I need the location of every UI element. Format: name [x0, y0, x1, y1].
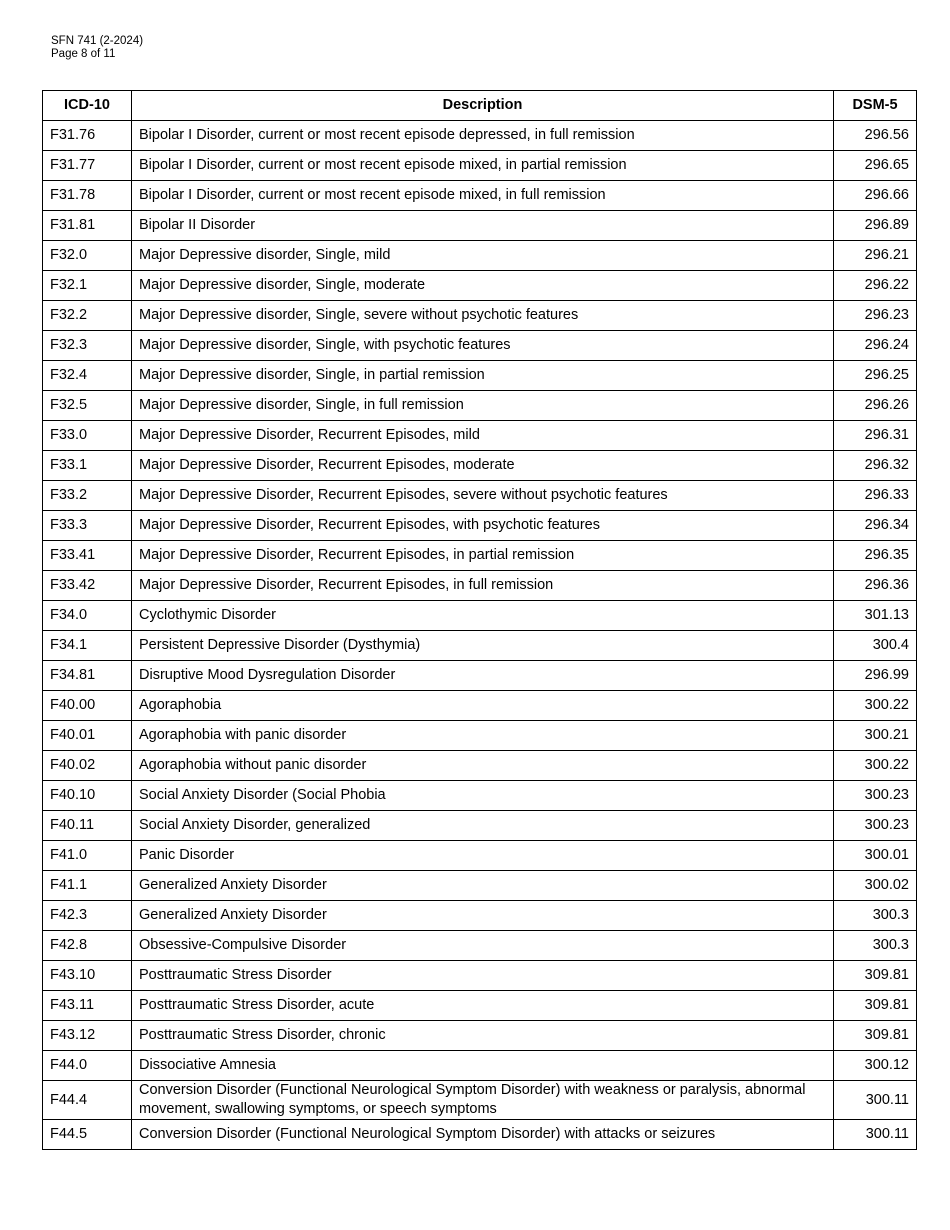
icd10-code-cell: F43.11	[43, 991, 132, 1021]
table-row	[43, 511, 917, 541]
dsm5-code-cell: 296.32	[834, 451, 917, 481]
form-number: SFN 741 (2-2024)	[51, 35, 144, 47]
description-cell: Conversion Disorder (Functional Neurological Symptom Disorder) with attacks or seizures	[132, 1120, 834, 1150]
description-cell: Conversion Disorder (Functional Neurological Symptom Disorder) with weakness or paralysis, abnormal movement, swallowing symptoms, or speech symptoms	[132, 1081, 834, 1120]
dsm5-code-cell: 296.65	[834, 151, 917, 181]
dsm5-code-cell: 300.4	[834, 631, 917, 661]
description-cell: Cyclothymic Disorder	[132, 601, 834, 631]
table-row	[43, 601, 917, 631]
dsm5-code-cell: 309.81	[834, 1021, 917, 1051]
diagnosis-code-table	[42, 90, 917, 1150]
description-cell: Generalized Anxiety Disorder	[132, 901, 834, 931]
table-row	[43, 931, 917, 961]
table-row	[43, 781, 917, 811]
icd10-code-cell: F31.78	[43, 181, 132, 211]
description-cell: Agoraphobia with panic disorder	[132, 721, 834, 751]
table-row	[43, 721, 917, 751]
table-body	[43, 121, 917, 1150]
dsm5-code-cell: 296.26	[834, 391, 917, 421]
dsm5-code-cell: 300.12	[834, 1051, 917, 1081]
description-cell: Agoraphobia without panic disorder	[132, 751, 834, 781]
dsm5-code-cell: 300.23	[834, 811, 917, 841]
dsm5-code-cell: 309.81	[834, 961, 917, 991]
description-cell: Persistent Depressive Disorder (Dysthymia)	[132, 631, 834, 661]
description-cell: Panic Disorder	[132, 841, 834, 871]
icd10-code-cell: F32.1	[43, 271, 132, 301]
dsm5-code-cell: 296.89	[834, 211, 917, 241]
dsm5-code-cell: 296.33	[834, 481, 917, 511]
icd10-code-cell: F33.41	[43, 541, 132, 571]
icd10-code-cell: F34.81	[43, 661, 132, 691]
table-row	[43, 901, 917, 931]
description-cell: Social Anxiety Disorder, generalized	[132, 811, 834, 841]
table-row	[43, 361, 917, 391]
description-cell: Posttraumatic Stress Disorder, chronic	[132, 1021, 834, 1051]
icd10-code-cell: F33.3	[43, 511, 132, 541]
table-row	[43, 871, 917, 901]
page-number: Page 8 of 11	[51, 48, 116, 60]
dsm5-code-cell: 296.66	[834, 181, 917, 211]
dsm5-code-cell: 309.81	[834, 991, 917, 1021]
icd10-code-cell: F44.4	[43, 1081, 132, 1120]
table-row	[43, 661, 917, 691]
dsm5-code-cell: 296.99	[834, 661, 917, 691]
description-cell: Major Depressive disorder, Single, with psychotic features	[132, 331, 834, 361]
description-cell: Major Depressive Disorder, Recurrent Episodes, mild	[132, 421, 834, 451]
dsm5-code-cell: 296.25	[834, 361, 917, 391]
icd10-code-cell: F42.8	[43, 931, 132, 961]
table-row	[43, 961, 917, 991]
icd10-code-cell: F33.2	[43, 481, 132, 511]
table-row	[43, 751, 917, 781]
table-row	[43, 1120, 917, 1150]
icd10-code-cell: F40.00	[43, 691, 132, 721]
table-row	[43, 541, 917, 571]
table-row	[43, 391, 917, 421]
icd10-code-cell: F34.1	[43, 631, 132, 661]
dsm5-code-cell: 296.35	[834, 541, 917, 571]
icd10-code-cell: F31.81	[43, 211, 132, 241]
dsm5-code-cell: 296.31	[834, 421, 917, 451]
icd10-code-cell: F32.0	[43, 241, 132, 271]
description-cell: Generalized Anxiety Disorder	[132, 871, 834, 901]
description-cell: Posttraumatic Stress Disorder, acute	[132, 991, 834, 1021]
table-row	[43, 211, 917, 241]
dsm5-code-cell: 301.13	[834, 601, 917, 631]
icd10-code-cell: F31.76	[43, 121, 132, 151]
table-header	[43, 91, 917, 121]
icd10-code-cell: F33.42	[43, 571, 132, 601]
header-row	[43, 91, 917, 121]
description-cell: Major Depressive Disorder, Recurrent Episodes, in partial remission	[132, 541, 834, 571]
table-row	[43, 691, 917, 721]
icd10-code-cell: F40.01	[43, 721, 132, 751]
dsm5-code-cell: 300.22	[834, 691, 917, 721]
description-cell: Social Anxiety Disorder (Social Phobia	[132, 781, 834, 811]
icd10-code-cell: F32.2	[43, 301, 132, 331]
table-row	[43, 631, 917, 661]
icd10-code-cell: F43.10	[43, 961, 132, 991]
description-cell: Bipolar I Disorder, current or most recent episode depressed, in full remission	[132, 121, 834, 151]
description-cell: Major Depressive Disorder, Recurrent Episodes, with psychotic features	[132, 511, 834, 541]
icd10-code-cell: F33.0	[43, 421, 132, 451]
dsm5-code-cell: 300.02	[834, 871, 917, 901]
icd10-code-cell: F32.5	[43, 391, 132, 421]
icd10-code-cell: F43.12	[43, 1021, 132, 1051]
dsm5-code-cell: 300.01	[834, 841, 917, 871]
dsm5-code-cell: 296.36	[834, 571, 917, 601]
description-cell: Bipolar I Disorder, current or most recent episode mixed, in partial remission	[132, 151, 834, 181]
icd10-code-cell: F44.5	[43, 1120, 132, 1150]
dsm5-code-cell: 300.3	[834, 931, 917, 961]
description-cell: Obsessive-Compulsive Disorder	[132, 931, 834, 961]
table-row	[43, 421, 917, 451]
description-cell: Bipolar I Disorder, current or most recent episode mixed, in full remission	[132, 181, 834, 211]
dsm5-code-cell: 296.34	[834, 511, 917, 541]
form-header	[51, 35, 143, 61]
description-cell: Major Depressive Disorder, Recurrent Episodes, moderate	[132, 451, 834, 481]
table-row	[43, 1051, 917, 1081]
icd10-code-cell: F40.02	[43, 751, 132, 781]
dsm5-code-cell: 300.11	[834, 1120, 917, 1150]
icd10-code-cell: F41.0	[43, 841, 132, 871]
dsm5-code-cell: 296.56	[834, 121, 917, 151]
description-cell: Disruptive Mood Dysregulation Disorder	[132, 661, 834, 691]
table-row	[43, 271, 917, 301]
description-cell: Major Depressive disorder, Single, mild	[132, 241, 834, 271]
dsm5-code-cell: 296.23	[834, 301, 917, 331]
table-row	[43, 301, 917, 331]
dsm5-code-cell: 300.22	[834, 751, 917, 781]
table-row	[43, 991, 917, 1021]
table-row	[43, 1081, 917, 1120]
description-cell: Major Depressive disorder, Single, in partial remission	[132, 361, 834, 391]
column-header-icd10: ICD-10	[43, 91, 132, 121]
table-row	[43, 451, 917, 481]
table-row	[43, 811, 917, 841]
table-row	[43, 481, 917, 511]
icd10-code-cell: F42.3	[43, 901, 132, 931]
table-row	[43, 1021, 917, 1051]
column-header-description: Description	[132, 91, 834, 121]
dsm5-code-cell: 300.23	[834, 781, 917, 811]
dsm5-code-cell: 296.22	[834, 271, 917, 301]
description-cell: Posttraumatic Stress Disorder	[132, 961, 834, 991]
icd10-code-cell: F40.10	[43, 781, 132, 811]
dsm5-code-cell: 296.21	[834, 241, 917, 271]
icd10-code-cell: F32.3	[43, 331, 132, 361]
table-row	[43, 181, 917, 211]
dsm5-code-cell: 300.11	[834, 1081, 917, 1120]
description-cell: Agoraphobia	[132, 691, 834, 721]
icd10-code-cell: F31.77	[43, 151, 132, 181]
icd10-code-cell: F33.1	[43, 451, 132, 481]
description-cell: Major Depressive disorder, Single, moderate	[132, 271, 834, 301]
description-cell: Major Depressive disorder, Single, in full remission	[132, 391, 834, 421]
description-cell: Major Depressive Disorder, Recurrent Episodes, severe without psychotic features	[132, 481, 834, 511]
description-cell: Dissociative Amnesia	[132, 1051, 834, 1081]
dsm5-code-cell: 300.3	[834, 901, 917, 931]
dsm5-code-cell: 300.21	[834, 721, 917, 751]
description-cell: Major Depressive Disorder, Recurrent Episodes, in full remission	[132, 571, 834, 601]
icd10-code-cell: F44.0	[43, 1051, 132, 1081]
description-cell: Major Depressive disorder, Single, severe without psychotic features	[132, 301, 834, 331]
icd10-code-cell: F41.1	[43, 871, 132, 901]
dsm5-code-cell: 296.24	[834, 331, 917, 361]
table-row	[43, 571, 917, 601]
icd10-code-cell: F40.11	[43, 811, 132, 841]
table-row	[43, 331, 917, 361]
table-row	[43, 841, 917, 871]
description-cell: Bipolar II Disorder	[132, 211, 834, 241]
table-row	[43, 121, 917, 151]
table-row	[43, 151, 917, 181]
icd10-code-cell: F34.0	[43, 601, 132, 631]
icd10-code-cell: F32.4	[43, 361, 132, 391]
column-header-dsm5: DSM-5	[834, 91, 917, 121]
table-row	[43, 241, 917, 271]
